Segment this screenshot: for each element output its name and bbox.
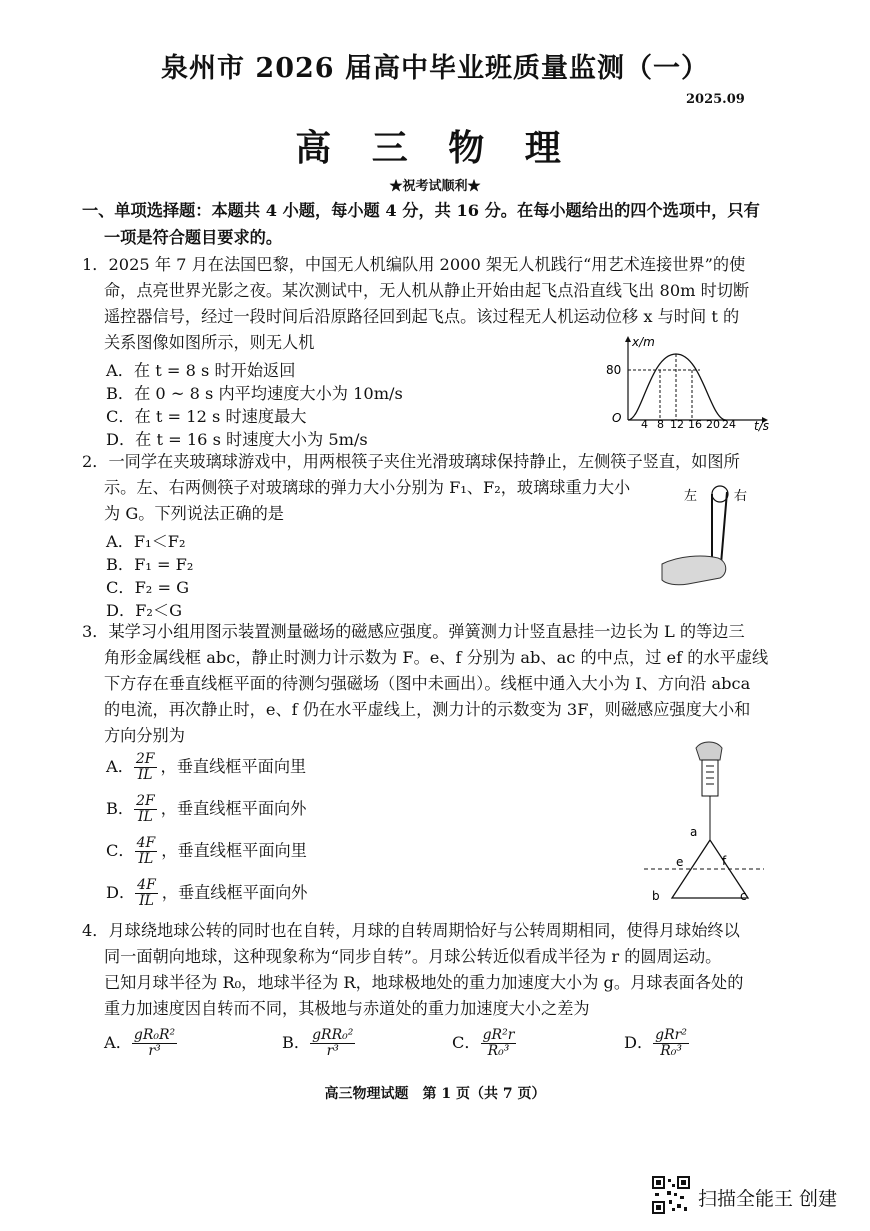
q1-option-c: C．在 t = 12 s 时速度最大 (106, 407, 307, 426)
y-tick-80: 80 (606, 363, 622, 377)
xt-curve (628, 354, 726, 420)
exam-date: 2025.09 (686, 92, 745, 107)
subject-title: 高 三 物 理 (295, 127, 575, 169)
x-axis-label: t/s (754, 419, 769, 432)
q2-text: 为 G。下列说法正确的是 (104, 504, 284, 523)
origin-label: O (612, 411, 622, 425)
q4-option-c: C． $\frac{\text{gR²r}}{\text{R₀³}}$ (452, 1027, 515, 1059)
q3-text: 角形金属线框 abc，静止时测力计示数为 F。e、f 分别为 ab、ac 的中点，过 ef 的水平虚线 (104, 648, 769, 667)
good-luck-note: ★祝考试顺利★ (389, 179, 481, 194)
q1-text: 遥控器信号，经过一段时间后沿原路径回到起飞点。该过程无人机运动位移 x 与时间 t 的 (104, 307, 740, 326)
q2-option-a: A．F₁＜F₂ (106, 532, 186, 551)
q3-frame-figure (640, 738, 770, 902)
q4-text: 同一面朝向地球，这种现象称为“同步自转”。月球公转近似看成半径为 r 的圆周运动。 (104, 947, 722, 966)
q1-xt-graph (604, 332, 774, 432)
x-tick: 12 (670, 418, 684, 431)
q4-text: 4．月球绕地球公转的同时也在自转，月球的自转周期恰好与公转周期相同，使得月球始终以 (82, 921, 740, 940)
q2-text: 示。左、右两侧筷子对玻璃球的弹力大小分别为 F₁、F₂，玻璃球重力大小 (104, 478, 631, 497)
q2-chopsticks-figure (658, 484, 768, 600)
label-a: a (690, 825, 698, 839)
label-e: e (676, 855, 684, 869)
q4-option-a: A． $\frac{\text{gR₀R²}}{\text{r³}}$ (104, 1027, 176, 1059)
q4-option-d: D． $\frac{\text{gRr²}}{\text{R₀³}}$ (624, 1027, 687, 1059)
label-left: 左 (684, 489, 698, 504)
x-tick: 20 (706, 418, 720, 431)
q3-option-b: B． $\frac{2F}{IL}$ ，垂直线框平面向外 (106, 793, 307, 825)
exam-title: 泉州市 2026 届高中毕业班质量监测（一） (161, 53, 709, 84)
q2-option-c: C．F₂ = G (106, 578, 190, 597)
q3-text: 方向分别为 (104, 726, 185, 745)
q1-option-a: A．在 t = 8 s 时开始返回 (106, 361, 296, 380)
q4-text: 重力加速度因自转而不同，其极地与赤道处的重力加速度大小之差为 (104, 999, 590, 1018)
page-footer: 高三物理试题 第 1 页（共 7 页） (324, 1086, 546, 1102)
q1-text: 关系图像如图所示，则无人机 (104, 333, 315, 352)
q3-option-a: A． $\frac{2F}{IL}$ ，垂直线框平面向里 (106, 751, 307, 783)
q1-option-d: D．在 t = 16 s 时速度大小为 5m/s (106, 430, 368, 449)
q1-text: 1．2025 年 7 月在法国巴黎，中国无人机编队用 2000 架无人机践行“用艺术连接世界”的使 (82, 255, 746, 274)
q4-text: 已知月球半径为 R₀，地球半径为 R，地球极地处的重力加速度大小为 g。月球表面各处的 (104, 973, 744, 992)
x-tick: 4 (641, 418, 648, 431)
x-tick: 8 (657, 418, 664, 431)
q1-text: 命，点亮世界光影之夜。某次测试中，无人机从静止开始由起飞点沿直线飞出 80m 时切断 (104, 281, 750, 300)
q2-text: 2．一同学在夹玻璃球游戏中，用两根筷子夹住光滑玻璃球保持静止，左侧筷子竖直，如图所 (82, 452, 740, 471)
q3-text: 下方存在垂直线框平面的待测匀强磁场（图中未画出）。线框中通入大小为 I、方向沿 abca (104, 674, 751, 693)
q3-text: 的电流，再次静止时，e、f 仍在水平虚线上，测力计的示数变为 3F，则磁感应强度大小和 (104, 700, 751, 719)
y-axis-label: x/m (632, 335, 655, 349)
x-tick: 24 (722, 418, 736, 431)
qr-code-icon (652, 1176, 690, 1214)
section-heading-cont: 一项是符合题目要求的。 (104, 228, 283, 247)
q2-option-d: D．F₂＜G (106, 601, 183, 620)
hand-icon (662, 556, 726, 585)
scanner-watermark: 扫描全能王 创建 (698, 1188, 838, 1210)
q3-option-c: C． $\frac{4F}{IL}$ ，垂直线框平面向里 (106, 835, 307, 867)
x-tick: 16 (688, 418, 702, 431)
q1-option-b: B．在 0 ~ 8 s 内平均速度大小为 10m/s (106, 384, 403, 403)
hand-icon (696, 742, 722, 760)
label-b: b (652, 889, 660, 902)
q3-text: 3．某学习小组用图示装置测量磁场的磁感应强度。弹簧测力计竖直悬挂一边长为 L 的等边三 (82, 622, 745, 641)
y-axis-arrow (625, 336, 631, 342)
q4-option-b: B． $\frac{\text{gRR₀²}}{\text{r³}}$ (282, 1027, 354, 1059)
section-heading: 一、单项选择题：本题共 4 小题，每小题 4 分，共 16 分。在每小题给出的四个选项中，只有 (82, 201, 760, 220)
label-f: f (722, 854, 727, 868)
q2-option-b: B．F₁ = F₂ (106, 555, 194, 574)
q3-option-d: D． $\frac{4F}{IL}$ ，垂直线框平面向外 (106, 877, 308, 909)
label-c: c (740, 889, 747, 902)
label-right: 右 (734, 489, 748, 504)
